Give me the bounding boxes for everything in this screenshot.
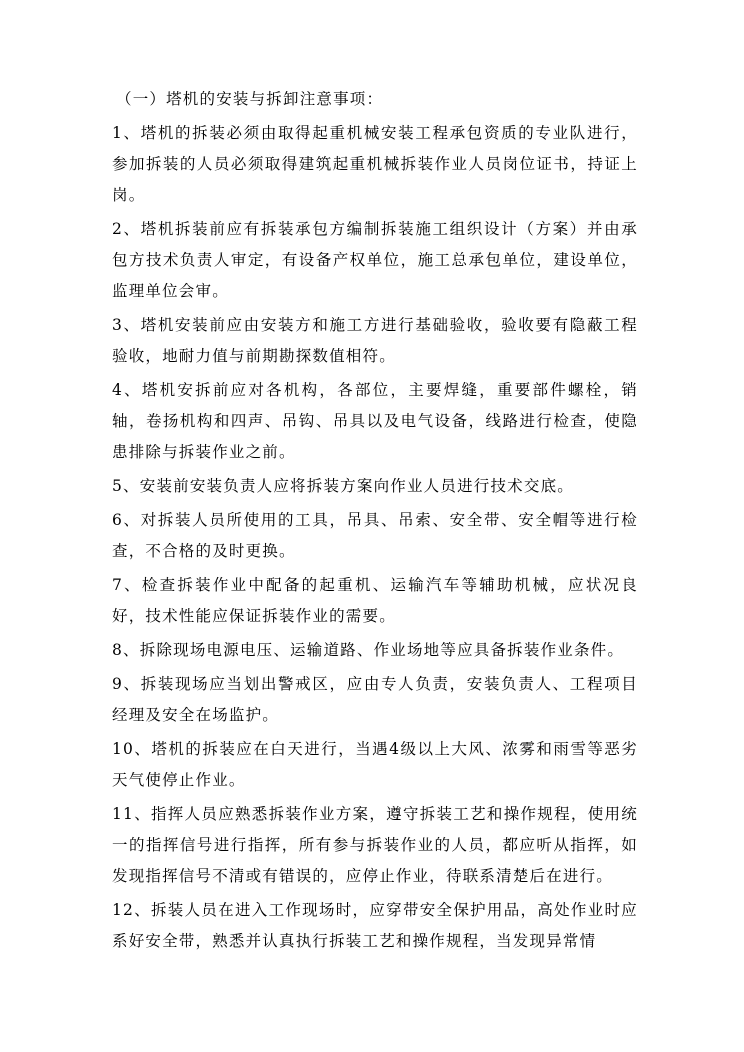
list-item: 1、塔机的拆装必须由取得起重机械安装工程承包资质的专业队进行，参加拆装的人员必须取得建筑起重机械拆装作业人员岗位证书，持证上岗。 xyxy=(112,124,638,204)
list-item: 10、塔机的拆装应在白天进行，当遇4级以上大风、浓雾和雨雪等恶劣天气使停止作业。 xyxy=(112,740,638,789)
list-item: 11、指挥人员应熟悉拆装作业方案，遵守拆装工艺和操作规程，使用统一的指挥信号进行指挥，所有参与拆装作业的人员，都应听从指挥，如发现指挥信号不清或有错误的，应停止作业，待联系清楚后在进行。 xyxy=(112,805,638,885)
list-item: 9、拆装现场应当划出警戒区，应由专人负责，安装负责人、工程项目经理及安全在场监护。 xyxy=(112,675,638,724)
list-item: 4、塔机安拆前应对各机构，各部位，主要焊缝，重要部件螺栓，销轴，卷扬机构和四声、吊钩、吊具以及电气设备，线路进行检查，使隐患排除与拆装作业之前。 xyxy=(112,381,638,461)
list-item: 2、塔机拆装前应有拆装承包方编制拆装施工组织设计（方案）并由承包方技术负责人审定，有设备产权单位，施工总承包单位，建设单位，监理单位会审。 xyxy=(112,220,638,300)
list-item: 6、对拆装人员所使用的工具，吊具、吊索、安全带、安全帽等进行检查，不合格的及时更换。 xyxy=(112,511,638,560)
section-heading: （一）塔机的安装与拆卸注意事项： xyxy=(116,90,384,108)
list-item: 5、安装前安装负责人应将拆装方案向作业人员进行技术交底。 xyxy=(112,477,574,495)
list-item: 8、拆除现场电源电压、运输道路、作业场地等应具备拆装作业条件。 xyxy=(112,641,625,659)
document-body xyxy=(112,84,638,960)
list-item: 7、检查拆装作业中配备的起重机、运输汽车等辅助机械，应状况良好，技术性能应保证拆装作业的需要。 xyxy=(112,576,638,625)
list-item: 3、塔机安装前应由安装方和施工方进行基础验收，验收要有隐蔽工程验收，地耐力值与前期勘探数值相符。 xyxy=(112,316,638,365)
list-item: 12、拆装人员在进入工作现场时，应穿带安全保护用品，高处作业时应系好安全带，熟悉并认真执行拆装工艺和操作规程，当发现异常情 xyxy=(112,901,638,950)
